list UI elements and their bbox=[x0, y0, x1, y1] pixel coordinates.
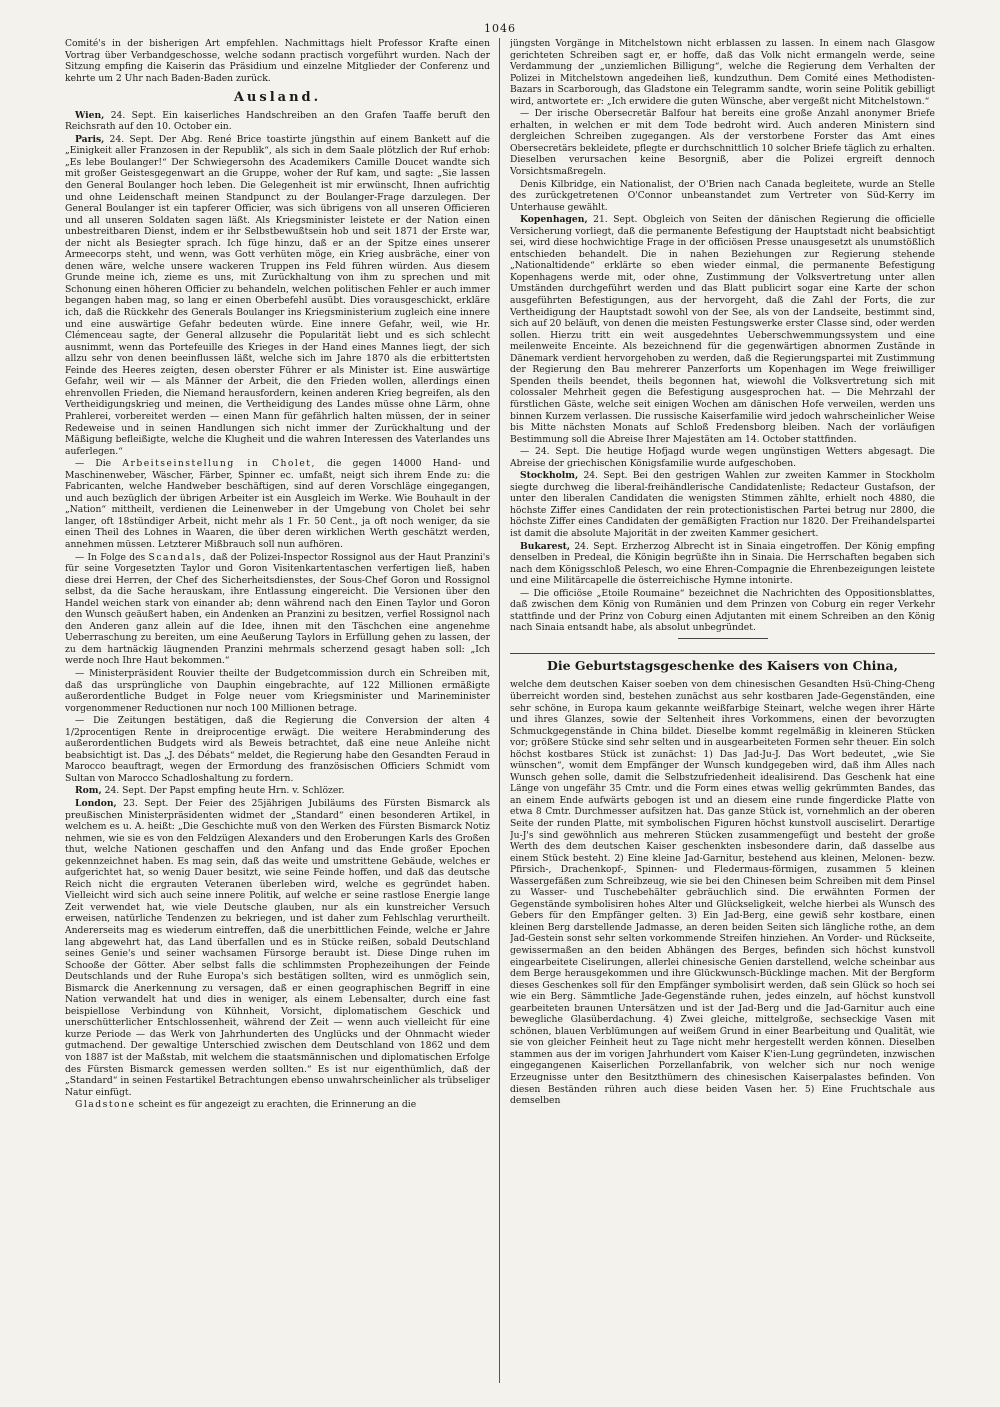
news-text-bukarest: 24. Sept. Erzherzog Albrecht ist in Sinaia eingetroffen. Der König empfing denselben in Predeal, die Königin begrüßte ihn in Sinaia. Die Herrschaften begaben sich nach dem Königsschloß Pelesch, wo eine Ehren-Compagnie die Ehrenbezeigungen leistete und eine Militärcapelle die österreichische Hymne intonirte. bbox=[510, 540, 935, 587]
news-item-conversion: — Die Zeitungen bestätigen, daß die Regierung die Conversion der alten 4 1/2procentigen Rente in dreiprocentige erwägt. Die weitere Herabminderung des außerordentlichen Budgets wird als Beweis betrachtet, daß eine neue Anleihe nicht beabsichtigt ist. Das „J. des Débats“ meldet, die Regierung habe den Gesandten Feraud in Marocco beauftragt, wegen der Ermordung des französischen Officiers Schmidt vom Sultan von Marocco Schadloshaltung zu fordern. bbox=[65, 715, 490, 784]
news-item-balfour: — Der irische Obersecretär Balfour hat bereits eine große Anzahl anonymer Briefe erhalten, in welchen er mit dem Tode bedroht wird. Auch anderen Ministern sind dergleichen Schreiben zugegangen. Als der verstorbene Forster das Amt eines Obersecretärs bekleidete, pflegte er durchschnittlich 10 solcher Briefe täglich zu erhalten. Dieselben verursachen keine Besorgniß, aber die Polizei ergreift dennoch Vorsichtsmaßregeln. bbox=[510, 108, 935, 178]
section-divider bbox=[678, 638, 768, 639]
article-title: Die Geburtstagsgeschenke des Kaisers von China, bbox=[510, 653, 935, 672]
news-item-kopenhagen bbox=[510, 214, 935, 445]
news-text-gladstone: scheint es für angezeigt zu erachten, die Erinnerung an die bbox=[135, 1099, 417, 1111]
news-item-rom bbox=[65, 785, 490, 797]
intro-paragraph: Comité's in der bisherigen Art empfehlen. Nachmittags hielt Professor Krafte einen Vortrag über Verbandgeschosse, welche sodann practisch vorgeführt wurden. Nach der Sitzung empfing die Kaiserin das Präsidium und einzelne Mitglieder der Conferenz und kehrte um 2 Uhr nach Baden-Baden zurück. bbox=[65, 38, 490, 84]
term-scandal: Scandals, bbox=[148, 551, 207, 563]
section-title-ausland: Ausland. bbox=[233, 90, 322, 106]
lead-dash: — In Folge des bbox=[75, 551, 149, 563]
news-text-rom: 24. Sept. Der Papst empfing heute Hrn. v. Schlözer. bbox=[101, 785, 345, 797]
dateline-wien: Wien, bbox=[75, 109, 105, 121]
news-text-kopenhagen: 21. Sept. Obgleich von Seiten der dänischen Regierung die officielle Versicherung vorliegt, daß die permanente Befestigung der Hauptstadt nicht beabsichtigt sei, wird diese hochwichtige Frage in der officiösen Presse unausgesetzt als unumstößlich entschieden behandelt. Die in nahen Beziehungen zur Regierung stehende „Nationaltidende“ erklärte so eben wieder einmal, die permanente Befestigung Kopenhagens werde mit, oder ohne, Zustimmung der Volksvertretung unter allen Umständen durchgeführt werden und das Blatt publicirt sogar eine Karte der schon ausgeführten Befestigungen, aus der hervorgeht, daß die Zahl der Forts, die zur Vertheidigung der Hauptstadt sowohl von der See, als von der Landseite, bestimmt sind, sich auf 20 beläuft, von denen die meisten Festungswerke erster Classe sind, oder werden sollen. Hierzu tritt ein weit ausgedehntes Ueberschwemmungssystem und eine meilenweite Enceinte. Als bezeichnend für die gegenwärtigen abnormen Zustände in Dänemark verdient hervorgehoben zu werden, daß die Regierungspartei mit Zustimmung der Regierung den Bau mehrerer Panzerforts um Kopenhagen im Wege freiwilliger Spenden theils beendet, theils begonnen hat, wiewohl die Volksvertretung sich mit colossaler Mehrheit gegen die Befestigung ausgesprochen hat. — Die Mehrzahl der fürstlichen Gäste, welche seit einigen Wochen am dänischen Hofe verweilen, werden uns binnen Kurzem verlassen. Die russische Kaiserfamilie wird jedoch wahrscheinlicher Weise bis Mitte nächsten Monats auf Schloß Fredensborg bleiben. Nach der vorläufigen Bestimmung soll die Abreise Ihrer Majestäten am 14. October stattfinden. bbox=[510, 214, 935, 445]
news-item-etoile: — Die officiöse „Etoile Roumaine“ bezeichnet die Nachrichten des Oppositionsblattes, daß zwischen dem König von Rumänien und dem Prinzen von Coburg ein reger Verkehr stattfinde und der Prinz von Coburg einen Adjutanten mit einem Schreiben an den König nach Sinaia entsandt habe, als absolut unbegründet. bbox=[510, 587, 935, 634]
news-item-wien bbox=[65, 110, 490, 133]
dateline-london: London, bbox=[75, 798, 117, 809]
news-item-hofjagd: — 24. Sept. Die heutige Hofjagd wurde wegen ungünstigen Wetters abgesagt. Die Abreise der griechischen Königsfamilie wurde aufgeschoben. bbox=[510, 446, 935, 469]
dateline-bukarest: Bukarest, bbox=[520, 540, 571, 552]
news-item-continued: jüngsten Vorgänge in Mitchelstown nicht erblassen zu lassen. In einem nach Glasgow gerichteten Schreiben sagt er, er hoffe, daß das Volk nicht ermangeln werde, seine Verdammung der „unziemlichen Billigung“, welche die Regierung dem Verhalten der Polizei in Mitchelstown angedeihen ließ, kundzuthun. Dem Comité eines Methodisten-Bazars in Scarborough, das Gladstone ein Telegramm sandte, worin seine Politik gebilligt wird, antwortete er: „Ich erwidere die guten Wünsche, aber vergeßt nicht Mitchelstown.“ bbox=[510, 38, 935, 107]
term-strike: Arbeitseinstellung in Cholet, bbox=[122, 458, 316, 470]
news-item-london bbox=[65, 798, 490, 1098]
news-item-bukarest bbox=[510, 541, 935, 587]
dateline-kopenhagen: Kopenhagen, bbox=[520, 214, 588, 226]
dateline-rom: Rom, bbox=[75, 785, 102, 797]
news-item-budget: — Ministerpräsident Rouvier theilte der Budgetcommission durch ein Schreiben mit, daß das ursprüngliche von Dauphin eingebrachte, auf 122 Millionen ermäßigte außerordentliche Budget in Folge neuer vom Kriegsminister und Marineminister vorgenommener Reductionen nur noch 100 Millionen betrage. bbox=[65, 667, 490, 714]
page-number: 1046 bbox=[484, 22, 516, 35]
news-text-paris: 24. Sept. Der Abg. René Brice toastirte jüngsthin auf einem Bankett auf die „Einigkeit aller Franzosen in der Republik“, als sich in dem Saale plötzlich der Ruf erhob: „Es lebe Boulanger!“ Der Schwiegersohn des Academikers Camille Doucet wandte sich mit großer Geistesgegenwart an die Gruppe, woher der Ruf kam, und sagte: „Sie lassen den General Boulanger hoch leben. Die Gelegenheit ist mir erwünscht, Ihnen aufrichtig und ohne Leidenschaft meinen Standpunct zu der Boulanger-Frage darzulegen. Der General Boulanger ist ein tapferer Officier, was sich übrigens von all unseren Officieren und all unseren Soldaten sagen läßt. Als Kriegsminister leistete er der Nation einen unbestreitbaren Dienst, indem er ihr Selbstbewußtsein hob und seit 1871 der Erste war, der nicht als Besiegter sprach. Ich füge hinzu, daß er an der Spitze eines unserer Armeecorps steht, und wenn, was Gott verhüten möge, ein Krieg ausbräche, einer von denen wäre, welche unsere wackeren Truppen ins Feld führen würden. Aus diesem Grunde meine ich, zieme es uns, mit Zurückhaltung von ihm zu sprechen und mit Schonung einen höheren Officier zu behandeln, welchen politischen Fehler er auch immer begangen haben mag, so lang er einen Oberbefehl ausübt. Dies vorausgeschickt, erkläre ich, daß die Rückkehr des Generals Boulanger ins Kriegsministerium zugleich eine innere und eine auswärtige Gefahr bedeuten würde. Eine innere Gefahr, weil, wie Hr. Clémenceau sagte, der General allzusehr die Popularität liebt und es sich schlecht ausnimmt, wenn das Portefeuille des Krieges in der Hand eines Mannes liegt, der sich allzu sehr von denen beeinflussen läßt, welche sich im Jahre 1870 als die erbittertsten Feinde des Heeres zeigten, desen oberster Führer er als Minister ist. Eine auswärtige Gefahr, weil wir — als Männer der Arbeit, die den Frieden wollen, allerdings einen ehrenvollen Frieden, die Niemand herausfordern, keinen anderen Krieg begreifen, als den Vertheidigungskrieg und meinen, die Vertheidigung des Landes müsse ohne Lärm, ohne Prahlerei, vorbereitet werden — einen Mann für gefährlich halten müssen, der in seiner Redeweise und in seinen Handlungen sich nicht immer der Zurückhaltung und der Mäßigung befleißigte, welche die Klugheit und die wahren Interessen des Vaterlandes uns auferlegen.“ bbox=[65, 133, 490, 457]
column-divider bbox=[499, 38, 500, 1383]
news-item-scandal bbox=[65, 552, 490, 667]
dateline-paris: Paris, bbox=[75, 133, 105, 145]
news-item-stockholm bbox=[510, 470, 935, 539]
right-column bbox=[510, 38, 935, 1388]
news-text-scandal: daß der Polizei-Inspector Rossignol aus der Haut Pranzini's für seine Vorgesetzten Taylor und Goron Visitenkartentaschen verfertigen ließ, haben diese drei Herren, der Chef des Sicherheitsdienstes, der Sous-Chef Goron und Rossignol selbst, da die Sache herauskam, ihre Entlassung eingereicht. Die Versionen über den Handel weichen stark von einander ab; denn während nach den Einen Taylor und Goron den Wunsch geäußert haben, ein Andenken an Pranzini zu besitzen, verfiel Rossignol nach den Anderen ganz allein auf die Idee, ihnen mit den Täschchen eine angenehme Ueberraschung zu bereiten, um eine Aeußerung Taylors in Erfüllung gehen zu lassen, der zu dem hartnäckig läugnenden Pranzini mehrmals scherzend gesagt haben soll: „Ich werde noch Ihre Haut bekommen.“ bbox=[65, 551, 490, 667]
dateline-stockholm: Stockholm, bbox=[520, 470, 579, 482]
news-item-gladstone bbox=[65, 1099, 490, 1111]
lead-dash: — Die bbox=[75, 458, 123, 470]
news-item-kilbride: Denis Kilbridge, ein Nationalist, der O'Brien nach Canada begleitete, wurde an Stelle des zurückgetretenen O'Connor unbeanstandet zum Vertreter von Süd-Kerry im Unterhause gewählt. bbox=[510, 178, 935, 213]
news-item-cholet bbox=[65, 458, 490, 550]
news-text-wien: 24. Sept. Ein kaiserliches Handschreiben an den Grafen Taaffe beruft den Reichsrath auf den 10. October ein. bbox=[65, 109, 490, 133]
news-text-stockholm: 24. Sept. Bei den gestrigen Wahlen zur zweiten Kammer in Stockholm siegte durchweg die liberal-freihändlerische Candidatenliste; Redacteur Gustafson, der unter den liberalen Candidaten die wenigsten Stimmen zählte, erhielt noch 4880, die höchste Ziffer eines Candidaten der rein protectionistischen Partei betrug nur 2800, die höchste Ziffer eines Candidaten der gemäßigten Fraction nur 1820. Der Freihandelspartei ist damit die absolute Majorität in der zweiten Kammer gesichert. bbox=[510, 470, 935, 539]
left-column bbox=[65, 38, 490, 1388]
term-gladstone: Gladstone bbox=[75, 1099, 136, 1111]
news-item-paris bbox=[65, 134, 490, 457]
article-body: welche dem deutschen Kaiser soeben von dem chinesischen Gesandten Hsü-Ching-Cheng überreicht worden sind, bestehen zunächst aus sehr kostbaren Jade-Gegenständen, eine sehr schöne, in Europa kaum gekannte weißfarbige Steinart, welche wegen ihrer Härte und ihres Glanzes, sowie der Seltenheit ihres Vorkommens, einen der bevorzugten Schmuckgegenstände in China bildet. Dieselbe kommt regelmäßig in kleineren Stücken vor; größere Stücke sind sehr selten und in ausgearbeiteten Formen sehr theuer. Ein solch höchst kostbares Stück ist zunächst: 1) Das Jad-Ju-J. Das Wort bedeutet, „wie Sie wünschen“, womit dem Empfänger der Wunsch kundgegeben wird, daß ihm Alles nach Wunsch gehen solle, damit die Selbstzufriedenheit idealisirend. Das Geschenk hat eine Länge von ungefähr 35 Cmtr. und die Form eines etwas wellig gekrümmten Bandes, das an einem Ende aufwärts gebogen ist und an diesem eine runde fingerdicke Platte von etwa 8 Cmtr. Durchmesser aufsitzen hat. Das ganze Stück ist, vornehmlich an der oberen Seite der runden Platte, mit symbolischen Figuren höchst kunstvoll ausciselirt. Derartige Ju-J's sind gewöhnlich aus mehreren Stücken zusammengefügt und besteht der große Werth des dem deutschen Kaiser geschenkten insbesondere darin, daß dasselbe aus einem Stück besteht. 2) Eine kleine Jad-Garnitur, bestehend aus kleinen, Melonen- bezw. Pfirsich-, Drachenkopf-, Spinnen- und Fledermaus-förmigen, zusammen 5 kleinen Wassergefäßen zum Schreibzeug, wie sie bei den Chinesen beim Schreiben mit dem Pinsel zu Wasser- und Tuschebehälter gebräuchlich sind. Die erwähnten Formen der Gegenstände symbolisiren hohes Alter und Glückseligkeit, welche hierbei als Wunsch des Gebers für den Empfänger gelten. 3) Ein Jad-Berg, eine gewiß sehr kostbare, einen kleinen Berg darstellende Jadmasse, an deren beiden Seiten sich längliche rothe, an dem Jad-Gestein sonst sehr selten vorkommende Streifen hinziehen. An Vorder- und Rückseite, gewissermaßen an den beiden Abhängen des Berges, befinden sich höchst kunstvoll eingearbeitete Ciselirungen, allerlei chinesische Genien darstellend, welche scheinbar aus dem Berge herausgekommen und ihre Glückwunsch-Bücklinge machen. Mit der Bergform dieses Geschenkes soll für den Empfänger symbolisirt werden, daß sein Glück so hoch sei wie ein Berg. Sämmtliche Jade-Gegenstände ruhen, jedes einzeln, auf höchst kunstvoll gearbeiteten braunen Untersätzen und ist der Jad-Berg und die Jad-Garnitur auch eine bewegliche Glasüberdachung. 4) Zwei gleiche, mittelgroße, sechseckige Vasen mit schönen, blauen Verblümungen auf weißem Grund in einer Bearbeitung und Qualität, wie sie von gleicher Feinheit heut zu Tage nicht mehr hergestellt werden können. Dieselben stammen aus der im vorigen Jahrhundert vom Kaiser K'ien-Lung gegründeten, inzwischen eingegangenen Kaiserlichen Porzellanfabrik, von welcher sich nur noch wenige Erzeugnisse unter den Besitzthümern des chinesischen Kaiserpalastes befinden. Von diesen Beständen rühren auch diese beiden Vasen her. 5) Eine Fruchtschale aus demselben bbox=[510, 679, 935, 1107]
news-text-cholet: die gegen 14000 Hand- und Maschinenweber, Wäscher, Färber, Spinner ec. umfaßt, neigt sich ihrem Ende zu: die Fabricanten, welche Handweber beschäftigen, sind auf deren Vorschläge eingegangen, und auch bezüglich der übrigen Arbeiter ist ein Ausgleich im Werke. Wie Bouhault in der „Nation“ mittheilt, verdienen die Leinenweber in der Umgebung von Cholet bei sehr langer, oft 18stündiger Arbeit, nicht mehr als 1 Fr. 50 Cent., ja oft noch weniger, da sie einen Theil des Lohnes in Waaren, die über deren wirklichen Werth geschätzt werden, annehmen müssen. Letzterer Mißbrauch soll nun aufhören. bbox=[65, 458, 490, 550]
news-text-london: 23. Sept. Der Feier des 25jährigen Jubiläums des Fürsten Bismarck als preußischen Ministerpräsidenten widmet der „Standard“ einen besonderen Artikel, in welchem es u. A. heißt: „Die Geschichte muß von den Werken des Fürsten Bismarck Notiz nehmen, wie sie es von den Feldzügen Alexanders und den Eroberungen Karls des Großen thut, welche Nationen geschaffen und den Anfang und das Ende großer Epochen gekennzeichnet haben. Es mag sein, daß das weite und umstrittene Gebäude, welches er aufgerichtet hat, so wenig Dauer besitzt, wie seine Feinde hoffen, und daß das deutsche Reich nicht die ergrauten Veteranen überleben wird, welche es gegründet haben. Vielleicht wird sich auch seine innere Politik, auf welche er seine rastlose Energie lange Zeit verwendet hat, wie viele Deutsche glauben, nur als ein kunstreicher Versuch erweisen, natürliche Tendenzen zu bekriegen, und ist daher zum Fehlschlag verurtheilt. Andererseits mag es wiederum eintreffen, daß die unerbittlichen Feinde, welche er Jahre lang abgewehrt hat, das Land überfallen und es in Stücke reißen, sobald Deutschland seines Genie's und seiner wachsamen Fürsorge beraubt ist. Diese Dinge ruhen im Schooße der Götter. Aber selbst falls die schlimmsten Prophezeihungen der Feinde Deutschlands und der Ruhe Europa's sich bestätigen sollten, wird es unmöglich sein, Bismarck die Anerkennung zu versagen, daß er einen geographischen Begriff in eine Nation verwandelt hat und dies in weniger, als einem Lebensalter, durch eine fast beispiellose Verbindung von Kühnheit, Vorsicht, diplomatischem Geschick und unerschütterlicher Entschlossenheit, während der Zeit — wenn auch vielleicht für eine kurze Periode — das Werk von Jahrhunderten des Unglücks und der Ohnmacht wieder gutmachend. Der gewaltige Unterschied zwischen dem Deutschland von 1862 und dem von 1887 ist der Maßstab, mit welchem die staatsmännischen und diplomatischen Erfolge des Fürsten Bismarck gemessen werden sollten.“ Es ist nur eigenthümlich, daß der „Standard“ in seinen Festartikel Betrachtungen ebenso unwahrscheinlicher als trübseliger Natur einfügt. bbox=[65, 798, 490, 1098]
